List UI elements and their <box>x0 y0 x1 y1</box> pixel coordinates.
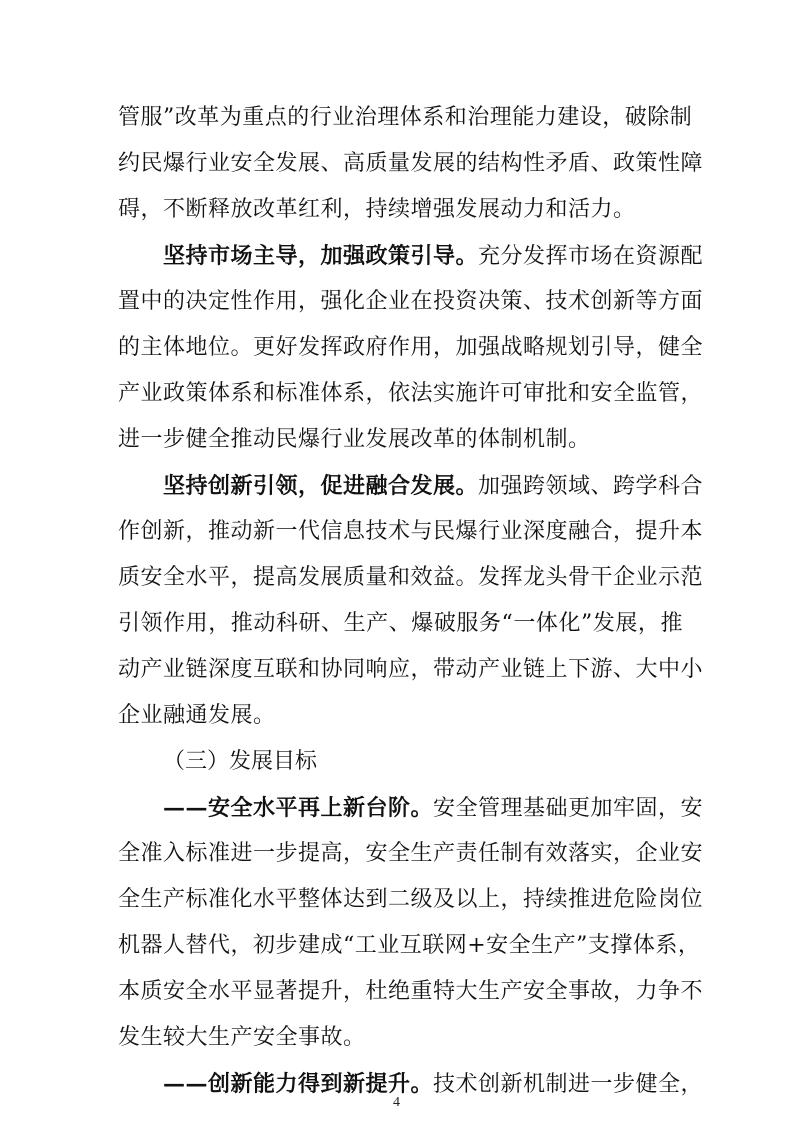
paragraph-line: 引领作用，推动科研、生产、爆破服务“一体化”发展，推 <box>118 611 683 636</box>
page-number: 4 <box>393 1095 400 1110</box>
paragraph-line: 质安全水平，提高发展质量和效益。发挥龙头骨干企业示范 <box>118 565 704 590</box>
paragraph-line: 进一步健全推动民爆行业发展改革的体制机制。 <box>118 427 591 452</box>
paragraph-line: 置中的决定性作用，强化企业在投资决策、技术创新等方面 <box>118 289 704 314</box>
paragraph-line: 产业政策体系和标准体系，依法实施许可审批和安全监管， <box>118 381 704 406</box>
paragraph-first-line <box>163 471 704 501</box>
paragraph-line: 作创新，推动新一代信息技术与民爆行业深度融合，提升本 <box>118 519 704 544</box>
bold-lead: 坚持市场主导，加强政策引导。 <box>163 243 479 269</box>
paragraph-line: 动产业链深度互联和协同响应，带动产业链上下游、大中小 <box>118 657 704 682</box>
section-heading: （三）发展目标 <box>163 749 318 774</box>
paragraph-line: 管服”改革为重点的行业治理体系和治理能力建设，破除制 <box>118 105 693 130</box>
line-text: 安全管理基础更加牢固，安 <box>433 796 704 821</box>
line-text: 充分发挥市场在资源配 <box>478 244 704 269</box>
paragraph-line: 全准入标准进一步提高，安全生产责任制有效落实，企业安 <box>118 841 704 866</box>
paragraph-line: 企业融通发展。 <box>118 703 276 728</box>
paragraph-line: 发生较大生产安全事故。 <box>118 1025 366 1050</box>
paragraph-line: 约民爆行业安全发展、高质量发展的结构性矛盾、政策性障 <box>118 151 704 176</box>
line-text: 技术创新机制进一步健全， <box>433 1072 704 1097</box>
paragraph-line: 本质安全水平显著提升，杜绝重特大生产安全事故，力争不 <box>118 979 704 1004</box>
paragraph-first-line <box>163 241 704 271</box>
bold-lead: ——安全水平再上新台阶。 <box>163 795 434 821</box>
bold-lead: ——创新能力得到新提升。 <box>163 1071 434 1097</box>
paragraph-line: 碍，不断释放改革红利，持续增强发展动力和活力。 <box>118 197 636 222</box>
line-text: 加强跨领域、跨学科合 <box>478 474 704 499</box>
paragraph-line: 机器人替代，初步建成“工业互联网+安全生产”支撑体系， <box>118 933 701 958</box>
paragraph-line: 的主体地位。更好发挥政府作用，加强战略规划引导，健全 <box>118 335 704 360</box>
bold-lead: 坚持创新引领，促进融合发展。 <box>163 473 479 499</box>
paragraph-first-line <box>163 793 704 823</box>
paragraph-line: 全生产标准化水平整体达到二级及以上，持续推进危险岗位 <box>118 887 704 912</box>
